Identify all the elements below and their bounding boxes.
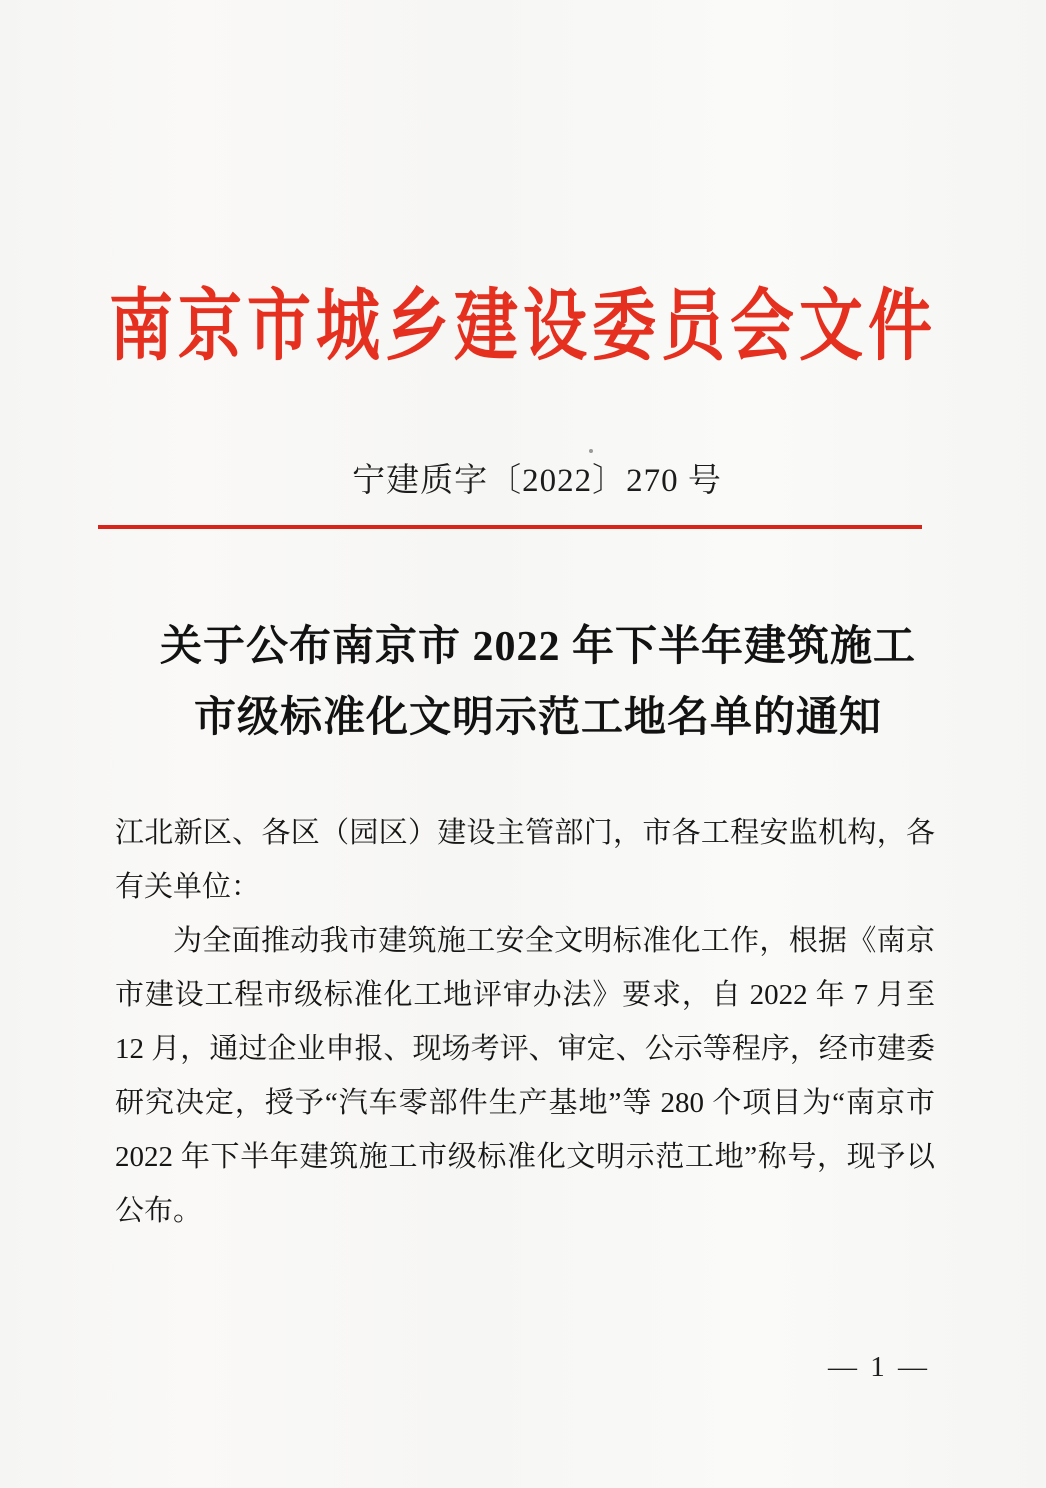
body-line-paragraph-4: 研究决定，授予“汽车零部件生产基地”等 280 个项目为“南京市 (115, 1087, 935, 1119)
page-number: — 1 — (828, 1351, 930, 1383)
document-body (115, 806, 935, 1238)
body-line-paragraph-5: 2022 年下半年建筑施工市级标准化文明示范工地”称号，现予以 (115, 1141, 935, 1173)
body-line-salutation-2: 有关单位： (115, 871, 261, 903)
body-line-paragraph-2: 市建设工程市级标准化工地评审办法》要求，自 2022 年 7 月至 (115, 979, 935, 1011)
body-line-salutation-1: 江北新区、各区（园区）建设主管部门，市各工程安监机构，各 (115, 817, 935, 849)
body-line-paragraph-3: 12 月，通过企业申报、现场考评、审定、公示等程序，经市建委 (115, 1033, 935, 1065)
body-line-paragraph-6: 公布。 (115, 1195, 203, 1227)
notice-title-line1: 关于公布南京市 2022 年下半年建筑施工 (159, 624, 916, 670)
body-line-paragraph-1: 为全面推动我市建筑施工安全文明标准化工作，根据《南京 (173, 925, 935, 957)
doc-number: 宁建质字〔2022〕270 号 (352, 463, 722, 499)
notice-title (15, 612, 1046, 754)
document-header-title: 南京市城乡建设委员会文件 (109, 283, 937, 370)
notice-title-line2: 市级标准化文明示范工地名单的通知 (193, 695, 882, 741)
red-separator-line (98, 525, 922, 529)
scan-artifact-dot (589, 449, 593, 453)
